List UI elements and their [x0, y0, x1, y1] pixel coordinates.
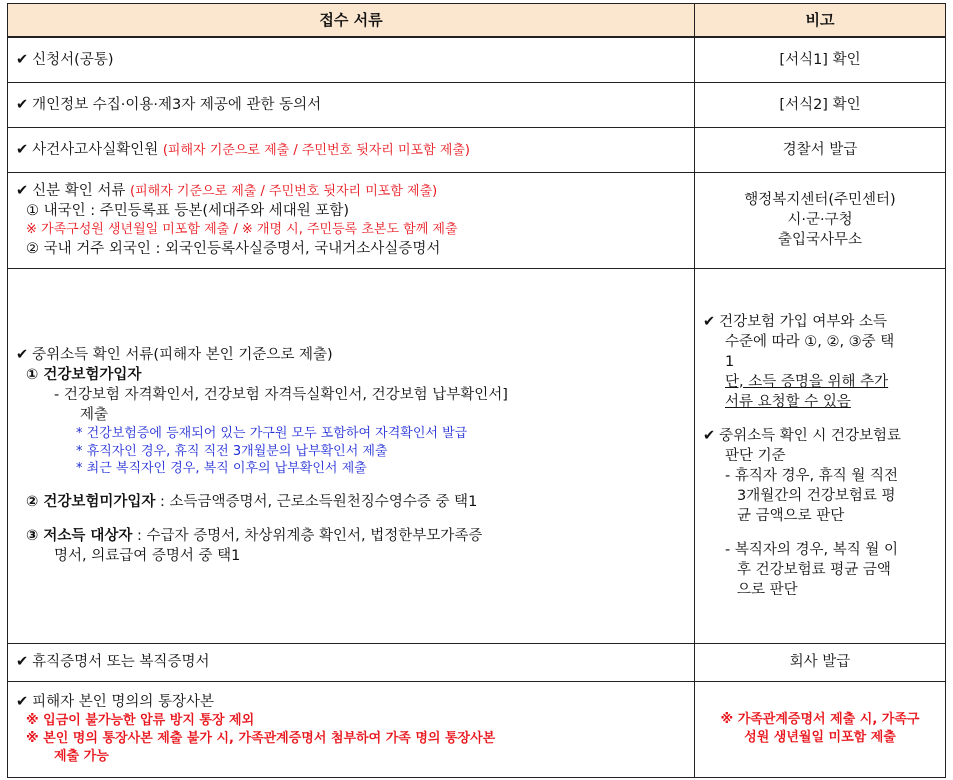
remark-underlined: 단, 소득 증명을 위해 추가 [725, 373, 889, 390]
doc-name: 피해자 본인 명의의 통장사본 [32, 694, 215, 711]
remark: 후 건강보험료 평균 금액 [737, 561, 891, 578]
check-icon: ✔ [16, 346, 29, 363]
remark: 1 [725, 353, 735, 370]
insured-docs-cont: 제출 [80, 406, 109, 423]
remark: 경찰서 발급 [695, 127, 946, 172]
table-row [8, 268, 946, 643]
remark: 회사 발급 [695, 643, 946, 681]
uninsured-docs: : 소득금액증명서, 근로소득원천징수영수증 중 택1 [155, 494, 478, 511]
insured-note: * 휴직자인 경우, 휴직 직전 3개월분의 납부확인서 제출 [76, 443, 388, 459]
foreigner-line: ② 국내 거주 외국인 : 외국인등록사실증명서, 국내거소사실증명서 [26, 240, 441, 257]
remark: [서식1] 확인 [695, 37, 946, 82]
doc-name: 중위소득 확인 서류(피해자 본인 기준으로 제출) [32, 346, 333, 363]
domestic-line: ① 내국인 : 주민등록표 등본(세대주와 세대원 포함) [26, 203, 349, 220]
remark: 으로 판단 [737, 581, 798, 598]
account-caution-cont: 제출 가능 [54, 748, 109, 764]
uninsured-title: ② 건강보험미가입자 [26, 494, 156, 511]
table-row [8, 643, 946, 681]
check-icon: ✔ [16, 96, 29, 113]
check-icon: ✔ [16, 183, 29, 200]
check-icon: ✔ [703, 313, 716, 330]
check-icon: ✔ [16, 694, 29, 711]
remark: 시·군·구청 [787, 212, 853, 228]
table-row [8, 172, 946, 268]
doc-caution: (피해자 기준으로 제출 / 주민번호 뒷자리 미포함 제출) [162, 142, 470, 158]
remark: 건강보험 가입 여부와 소득 [719, 313, 888, 330]
check-icon: ✔ [16, 141, 29, 158]
check-icon: ✔ [16, 654, 29, 670]
doc-name: 사건사고사실확인원 [32, 141, 159, 158]
remark: 수준에 따라 ①, ②, ③중 택 [725, 333, 895, 350]
doc-name: 신분 확인 서류 [32, 183, 126, 200]
doc-name: 신청서(공통) [32, 51, 114, 68]
low-income-docs: : 수급자 증명서, 차상위계층 확인서, 법정한부모가족증 [132, 528, 483, 545]
account-caution: ※ 입금이 불가능한 압류 방지 통장 제외 [26, 713, 255, 729]
doc-caution: (피해자 기준으로 제출 / 주민번호 뒷자리 미포함 제출) [130, 184, 438, 200]
remark: 행정복지센터(주민센터) [744, 192, 896, 208]
table-row [8, 37, 946, 82]
low-income-title: ③ 저소득 대상자 [26, 528, 133, 545]
domestic-caution: ※ 가족구성원 생년월일 미포함 제출 / ※ 개명 시, 주민등록 초본도 함께 제출 [26, 222, 458, 238]
remark: 균 금액으로 판단 [737, 507, 845, 524]
account-caution: ※ 본인 명의 통장사본 제출 불가 시, 가족관계증명서 첨부하여 가족 명의 통장사본 [26, 731, 496, 747]
insured-note: * 최근 복직자인 경우, 복직 이후의 납부확인서 제출 [76, 461, 367, 477]
check-icon: ✔ [703, 427, 716, 444]
remark: [서식2] 확인 [695, 82, 946, 127]
remark: - 복직자의 경우, 복직 월 이 [725, 541, 898, 558]
table-row [8, 681, 946, 777]
remark-underlined: 서류 요청할 수 있음 [725, 393, 851, 410]
low-income-docs-cont: 명서, 의료급여 증명서 중 택1 [54, 548, 241, 565]
remark: 3개월간의 건강보험료 평 [737, 487, 896, 504]
remark: 중위소득 확인 시 건강보험료 [719, 427, 902, 444]
check-icon: ✔ [16, 51, 29, 68]
insured-note: * 건강보험증에 등재되어 있는 가구원 모두 포함하여 자격확인서 발급 [76, 425, 468, 441]
insured-title: ① 건강보험가입자 [26, 366, 142, 383]
doc-name: 휴직증명서 또는 복직증명서 [32, 654, 210, 670]
doc-name: 개인정보 수집·이용·제3자 제공에 관한 동의서 [32, 96, 322, 113]
remark-caution: ※ 가족관계증명서 제출 시, 가족구 [720, 712, 920, 728]
insured-docs: - 건강보험 자격확인서, 건강보험 자격득실확인서, 건강보험 납부확인서] [54, 386, 508, 403]
remark-caution: 성원 생년월일 미포함 제출 [744, 730, 896, 745]
remark: 출입국사무소 [777, 232, 863, 248]
table-row [8, 127, 946, 172]
document-table [7, 3, 946, 778]
header-documents: 접수 서류 [8, 4, 695, 38]
remark: - 휴직자 경우, 휴직 월 직전 [725, 467, 898, 484]
remark: 판단 기준 [725, 447, 786, 464]
header-remarks: 비고 [695, 4, 946, 38]
table-row [8, 82, 946, 127]
